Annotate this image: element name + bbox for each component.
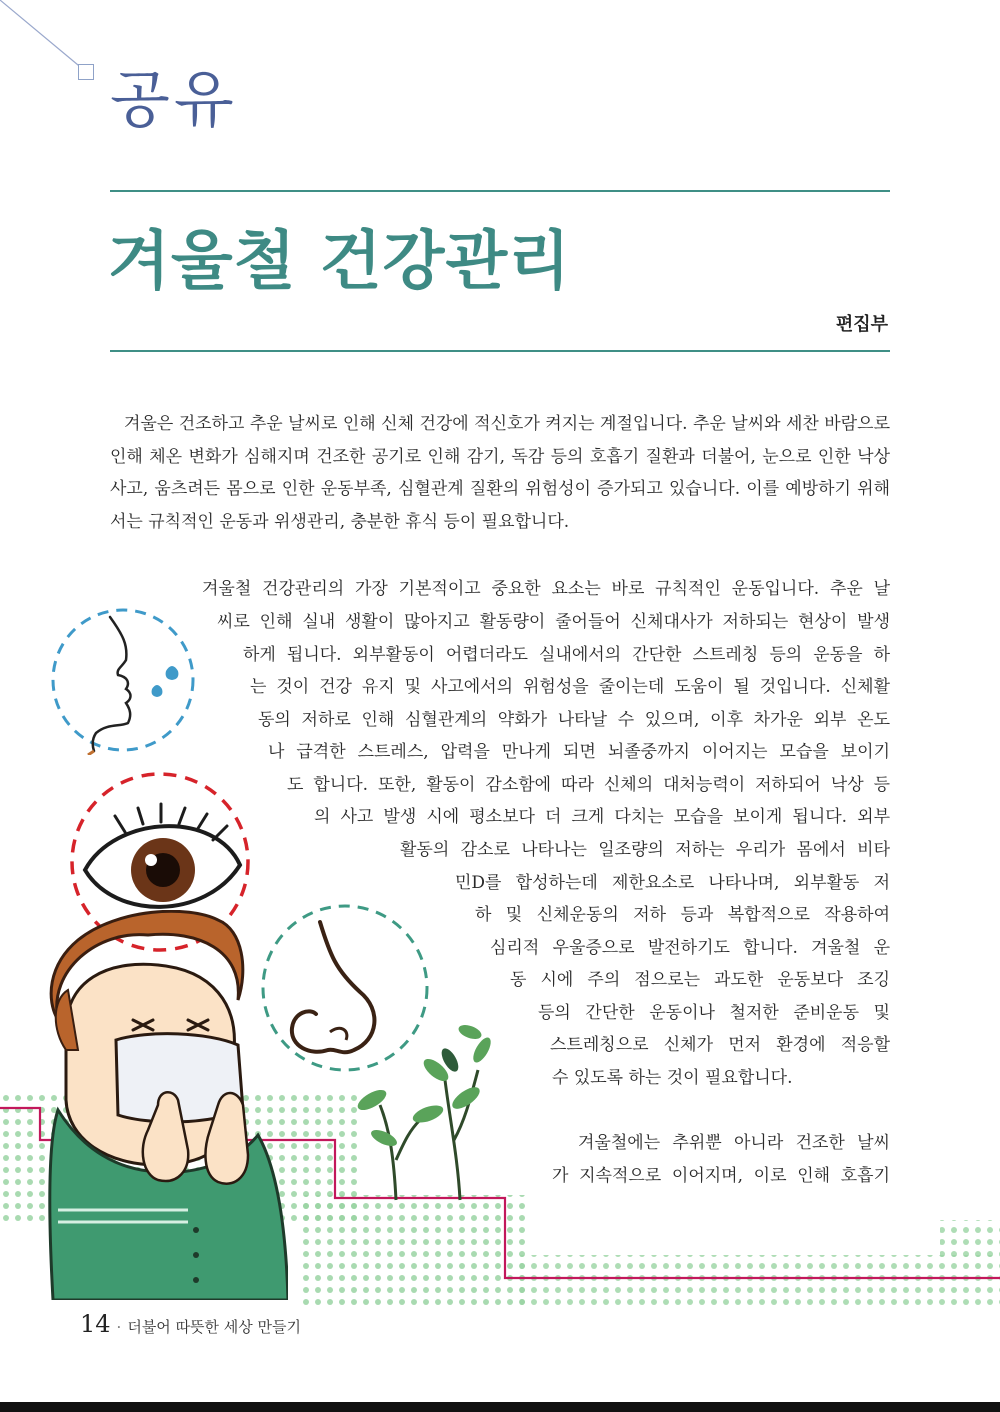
- body-line: 의 사고 발생 시에 평소보다 더 크게 다치는 모습을 보이게 됩니다. 외부: [314, 807, 890, 827]
- publication-name: 더불어 따뜻한 세상 만들기: [127, 1318, 302, 1336]
- body-line: 나 급격한 스트레스, 압력을 만나게 되면 뇌졸중까지 이어지는 모습을 보이기: [268, 742, 890, 762]
- body-line: 등의 간단한 운동이나 철저한 준비운동 및: [538, 1003, 890, 1023]
- section-label: 공유: [110, 63, 238, 136]
- page-number: 14: [80, 1310, 111, 1338]
- body-line: 민D를 합성하는데 제한요소로 나타나며, 외부활동 저: [455, 873, 890, 893]
- mouth-breath-illustration: [48, 605, 198, 755]
- page-footer: [80, 1310, 301, 1338]
- body-line: 겨울철 건강관리의 가장 기본적이고 중요한 요소는 바로 규칙적인 운동입니다. 추운 날: [202, 579, 890, 599]
- body-line: 씨로 인해 실내 생활이 많아지고 활동량이 줄어들어 신체대사가 저하되는 현상이 발생: [217, 612, 890, 632]
- body-line: 하 및 신체운동의 저하 등과 복합적으로 작용하여: [475, 905, 890, 925]
- article-author: 편집부: [835, 314, 888, 335]
- intro-paragraph: 겨울은 건조하고 추운 날씨로 인해 신체 건강에 적신호가 켜지는 계절입니다. 추운 날씨와 세찬 바람으로 인해 체온 변화가 심해지며 건조한 공기로 인해 감기, 독감 등의 호흡기 질환과 더불어, 눈으로 인한 낙상 사고, 움츠려든 몸으로 인한 운동부족, 심혈관계 질환의 위험성이 증가되고 있습니다. 이를 예방하기 위해서는 규칙적인 운동과 위생관리, 충분한 휴식 등이 필요합니다.: [110, 414, 890, 532]
- footer-separator: ·: [116, 1318, 122, 1336]
- body-line: 도 합니다. 또한, 활동이 감소함에 따라 신체의 대처능력이 저하되어 낙상 등: [287, 775, 890, 795]
- body-line: 수 있도록 하는 것이 필요합니다.: [552, 1068, 793, 1088]
- body-line: 심리적 우울증으로 발전하기도 합니다. 겨울철 운: [490, 938, 890, 958]
- article-title: 겨울철 건강관리: [108, 225, 572, 299]
- masked-person-illustration: [38, 910, 288, 1300]
- body-line: 가 지속적으로 이어지며, 이로 인해 호흡기: [552, 1166, 890, 1186]
- body-line: 활동의 감소로 나타나는 일조량의 저하는 우리가 몸에서 비타: [400, 840, 890, 860]
- body-line: 동 시에 주의 점으로는 과도한 운동보다 조깅: [510, 970, 890, 990]
- body-line: 는 것이 건강 유지 및 사고에서의 위험성을 줄이는데 도움이 될 것입니다. 신체활: [250, 677, 890, 697]
- body-line: 동의 저하로 인해 심혈관계의 약화가 나타날 수 있으며, 이후 차가운 외부 온도: [258, 710, 890, 730]
- bottom-edge-bar: [0, 1402, 1000, 1412]
- body-line: 스트레칭으로 신체가 먼저 환경에 적응할: [550, 1035, 890, 1055]
- body-line: 하게 됩니다. 외부활동이 어렵더라도 실내에서의 간단한 스트레칭 등의 운동을 하: [243, 645, 890, 665]
- sprout-plant-illustration: [350, 1010, 510, 1210]
- body-line: 겨울철에는 추위뿐 아니라 건조한 날씨: [578, 1133, 890, 1153]
